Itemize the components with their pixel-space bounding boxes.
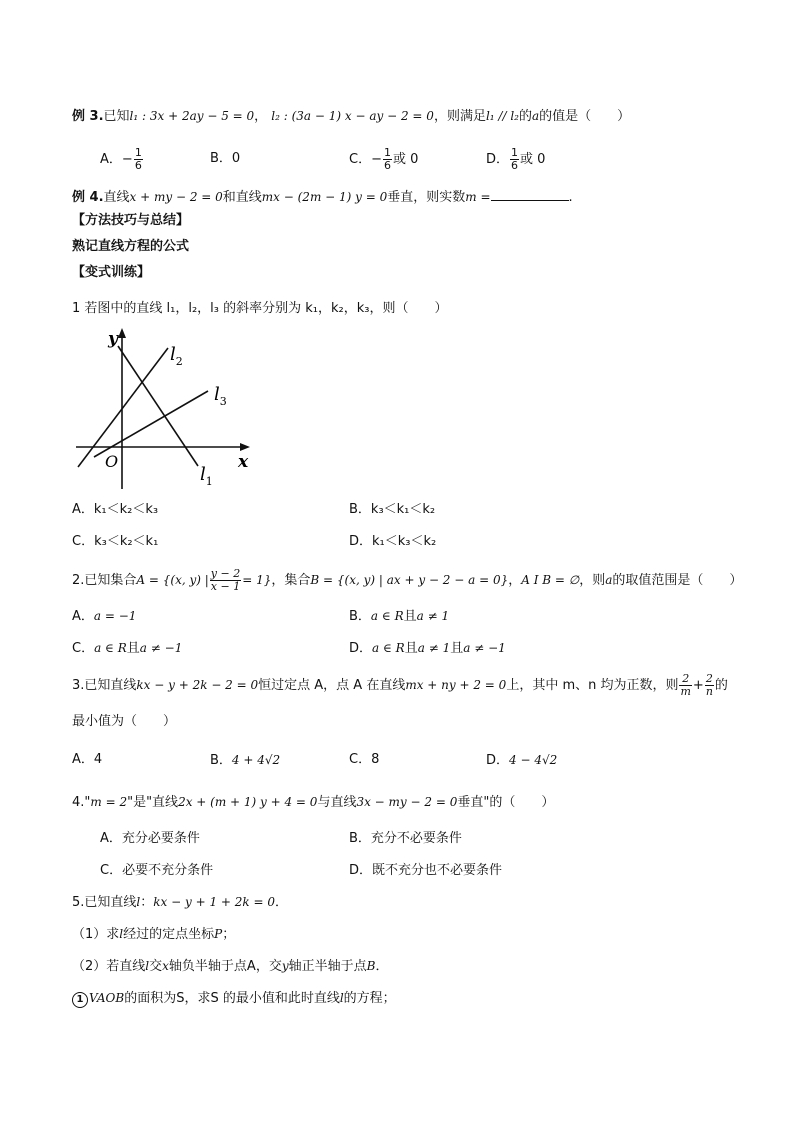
fraction: $\frac{y - 2}{x - 1}$ (210, 567, 241, 593)
question-1-stem: 1 若图中的直线 l₁，l₂，l₃ 的斜率分别为 k₁，k₂，k₃，则（ ） (72, 301, 448, 316)
triangle-aob: VAOB (89, 991, 125, 1005)
question-3-option-a: A．4 (72, 752, 103, 767)
example-3-stem: 例 3.已知l₁ : 3x + 2ay − 5 = 0， l₂ : (3a − 1) x − ay − 2 = 0，则满足l₁ // l₂的a的值是（ ） (72, 109, 631, 124)
question-3-option-b: B．4 + 4√2 (210, 753, 281, 768)
question-4-option-b: B．充分不必要条件 (349, 831, 462, 846)
example-3-label: 例 3. (72, 109, 104, 124)
question-4-option-c: C．必要不充分条件 (100, 863, 214, 878)
answer-blank (491, 188, 569, 201)
line-l2-equation: l₂ : (3a − 1) x − ay − 2 = 0 (271, 109, 434, 123)
parallel-condition: l₁ // l₂ (485, 109, 519, 123)
question-1-option-c: C．k₃＜k₂＜k₁ (72, 534, 159, 549)
heading-practice: 【变式训练】 (72, 265, 151, 280)
fraction: $\frac{1}{6}$ (134, 146, 142, 172)
question-2-option-b: B．a ∈ R且a ≠ 1 (349, 609, 450, 624)
heading-formula: 熟记直线方程的公式 (72, 239, 190, 254)
question-2-option-d: D．a ∈ R且a ≠ 1且a ≠ −1 (349, 641, 506, 656)
question-3-option-c: C．8 (349, 752, 380, 767)
question-5-subpart-1: 1 VAOB的面积为S，求S 的最小值和此时直线l的方程； (72, 989, 396, 1008)
x-axis-arrow (240, 443, 250, 451)
example-3-option-a: A．− $\frac{1}{6}$ (100, 146, 142, 172)
line-l3-label: $l_3$ (214, 384, 227, 408)
question-4-option-d: D．既不充分也不必要条件 (349, 863, 503, 878)
heading-method-summary: 【方法技巧与总结】 (72, 213, 190, 228)
question-3-option-d: D．4 − 4√2 (486, 753, 558, 768)
example-3-option-b: B．0 (210, 151, 241, 166)
example-4-stem: 例 4.直线x + my − 2 = 0和直线mx − (2m − 1) y = 0垂直，则实数m = . (72, 190, 573, 205)
question-5-part-1: （1）求l经过的定点坐标P； (72, 927, 236, 942)
question-4-option-a: A．充分必要条件 (100, 831, 200, 846)
question-1-option-a: A．k₁＜k₂＜k₃ (72, 502, 159, 517)
question-3-stem-line-2: 最小值为（ ） (72, 714, 177, 729)
line-l2-label: $l_2$ (170, 344, 183, 368)
example-3-option-d: D． $\frac{1}{6}$ 或 0 (486, 146, 546, 172)
question-3-stem: 3.已知直线kx − y + 2k − 2 = 0恒过定点 A，点 A 在直线mx + ny + 2 = 0上，其中 m、n 均为正数，则 $\frac{2}{m}$ + $\frac{2}{n}$ 的 (72, 672, 728, 698)
question-5-part-2: （2）若直线l交x轴负半轴于点A，交y轴正半轴于点B． (72, 959, 389, 974)
question-5-stem: 5.已知直线l：kx − y + 1 + 2k = 0． (72, 895, 289, 910)
line-l2 (78, 348, 168, 467)
set-a: A = {(x, y) | $\frac{y - 2}{x - 1}$ = 1} (136, 567, 272, 593)
intersection-empty: A I B = ∅ (521, 573, 580, 587)
example-4-label: 例 4. (72, 190, 104, 205)
line-l1-equation: l₁ : 3x + 2ay − 5 = 0 (129, 109, 255, 123)
fraction: $\frac{1}{6}$ (511, 146, 519, 172)
question-2-option-c: C．a ∈ R且a ≠ −1 (72, 641, 183, 656)
line-l1-label: $l_1$ (200, 464, 213, 488)
question-1-option-b: B．k₃＜k₁＜k₂ (349, 502, 436, 517)
question-1-option-d: D．k₁＜k₃＜k₂ (349, 534, 437, 549)
line-l1 (118, 346, 198, 466)
slope-lines-graph (72, 324, 262, 494)
origin-label: O (105, 452, 119, 471)
question-2-stem: 2.已知集合A = {(x, y) | $\frac{y - 2}{x - 1}$ = 1}，集合B = {(x, y) | ax + y − 2 − a = 0}，A I B = ∅，则a的取值范围是（ ） (72, 567, 743, 593)
example-3-option-c: C．− $\frac{1}{6}$ 或 0 (349, 146, 419, 172)
y-axis-label: y (108, 329, 118, 349)
question-2-option-a: A．a = −1 (72, 609, 137, 624)
x-axis-label: x (238, 452, 249, 472)
circled-number: 1 (72, 992, 88, 1008)
set-b: B = {(x, y) | ax + y − 2 − a = 0} (310, 573, 509, 587)
fraction: $\frac{2}{m}$ (680, 672, 691, 698)
y-axis-arrow (118, 328, 126, 338)
question-4-stem: 4."m = 2"是"直线2x + (m + 1) y + 4 = 0与直线3x − my − 2 = 0垂直"的（ ） (72, 795, 555, 810)
fraction: $\frac{1}{6}$ (383, 146, 391, 172)
fraction: $\frac{2}{n}$ (705, 672, 713, 698)
